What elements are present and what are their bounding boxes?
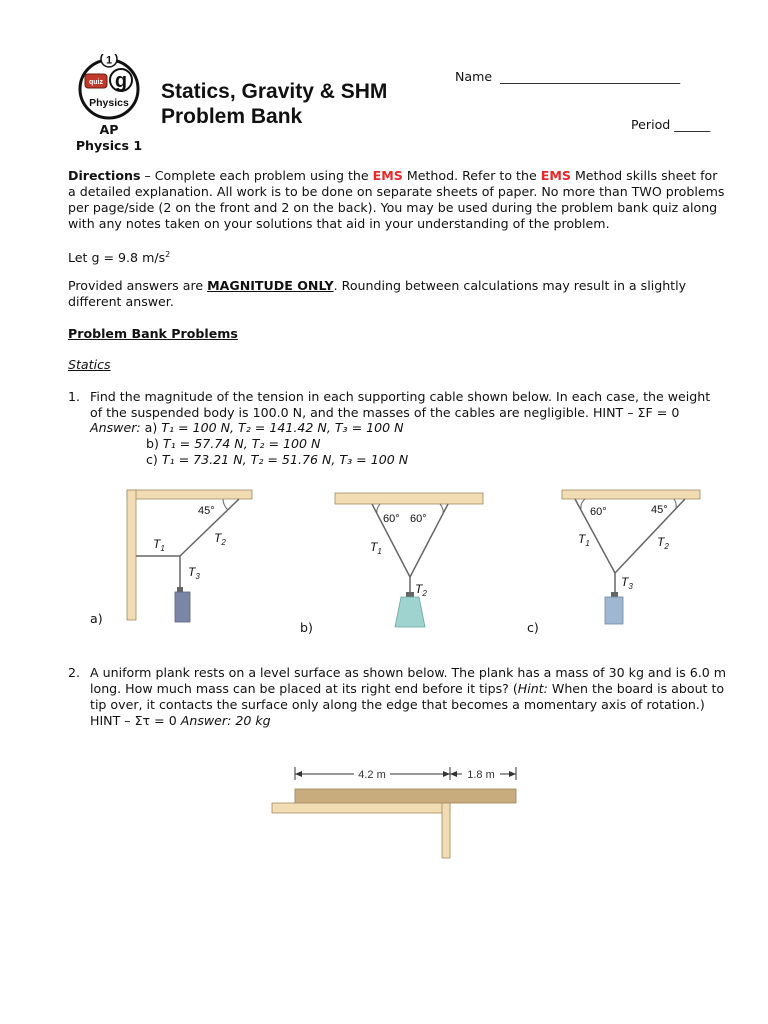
let-g-text: Let g = 9.8 m/s — [68, 250, 166, 266]
answer-label: Answer: — [90, 420, 141, 435]
svg-text:T1 — [578, 532, 590, 548]
figure-b-label: b) — [300, 620, 313, 635]
svg-text:T2 — [415, 582, 427, 598]
angle-right-label: 45° — [651, 504, 668, 516]
subsection-statics: Statics — [68, 357, 111, 372]
problem2-text — [90, 665, 726, 729]
provided-text: . Rounding between calculations may result in a slightly different answer. — [68, 278, 687, 309]
answer-c: T₁ = 73.21 N, T₂ = 51.76 N, T₃ = 100 N — [161, 452, 409, 467]
problem2-answer: Answer: 20 kg — [180, 713, 271, 728]
t3-sub: 3 — [628, 582, 633, 591]
problem1-answer-c — [146, 452, 408, 468]
t2-label: T — [214, 531, 222, 545]
dim-left-label: 4.2 m — [358, 769, 386, 781]
t3-label: T — [621, 575, 629, 589]
svg-text:T3 — [621, 575, 633, 591]
magnitude-only: MAGNITUDE ONLY — [207, 278, 334, 293]
directions-text: – Complete each problem using the — [140, 168, 373, 183]
provided-answers-note — [68, 278, 718, 310]
t3-sub: 3 — [195, 572, 200, 581]
hint-label: Hint: — [517, 681, 548, 696]
svg-text:T1 — [370, 540, 382, 556]
problem2-text-part: When the board is about to tip over, it contacts the surface only along the edge that becomes a momentary axis of rotation.) HINT – Στ = 0 — [90, 681, 725, 728]
svg-text:T3 — [188, 565, 200, 581]
page-title-line2: Problem Bank — [161, 105, 303, 128]
svg-text:T2 — [214, 531, 226, 547]
figure-b — [330, 487, 490, 632]
period-blank[interactable]: ______ — [674, 118, 711, 132]
angle-left-label: 60° — [383, 513, 400, 525]
figure-c — [557, 484, 707, 629]
figure-c-label: c) — [527, 620, 539, 635]
answer-prefix: c) — [146, 452, 162, 467]
t1-sub: 1 — [377, 547, 382, 556]
logo-badge: quiz — [89, 79, 103, 86]
t2-label: T — [657, 535, 665, 549]
answer-prefix: b) — [146, 436, 163, 451]
provided-text: Provided answers are — [68, 278, 208, 293]
ems-highlight: EMS — [540, 168, 571, 183]
answer-b: T₁ = 57.74 N, T₂ = 100 N — [162, 436, 321, 451]
period-label: Period — [631, 117, 671, 132]
answer-a: T₁ = 100 N, T₂ = 141.42 N, T₃ = 100 N — [161, 420, 404, 435]
t1-label: T — [370, 540, 378, 554]
logo — [76, 54, 142, 124]
plank-figure — [268, 760, 528, 860]
section-heading: Problem Bank Problems — [68, 326, 238, 341]
logo-letter: g — [114, 70, 128, 92]
t2-label: T — [415, 582, 423, 596]
ems-highlight: EMS — [372, 168, 403, 183]
angle-label: 45° — [198, 505, 215, 517]
name-label: Name — [455, 69, 493, 84]
t1-sub: 1 — [160, 544, 165, 553]
angle-left-label: 60° — [590, 506, 607, 518]
period-field[interactable] — [631, 117, 710, 133]
problem1-answer-a — [90, 420, 404, 436]
dim-right-label: 1.8 m — [467, 769, 495, 781]
logo-number: 1 — [105, 54, 113, 67]
directions-label: Directions — [68, 168, 141, 183]
problem2-number: 2. — [68, 665, 81, 680]
t2-sub: 2 — [664, 542, 669, 551]
t1-sub: 1 — [585, 539, 590, 548]
svg-text:T1 — [153, 537, 165, 553]
t3-label: T — [188, 565, 196, 579]
t1-label: T — [578, 532, 586, 546]
directions-text: Method. Refer to the — [402, 168, 541, 183]
directions-text: Method skills sheet for a detailed explanation. All work is to be done on separate sheets of paper. No more than TWO problems per page/side (2 on the front and 2 on the back). You may be used during the problem bank quiz along with any notes taken on your solutions that aid in your understanding of the problem. — [68, 168, 725, 231]
name-field[interactable] — [455, 69, 680, 85]
name-blank[interactable]: ______________________________ — [500, 70, 681, 84]
let-g-sup: 2 — [165, 250, 171, 259]
figure-a — [120, 485, 260, 630]
angle-right-label: 60° — [410, 513, 427, 525]
course-line2: Physics 1 — [75, 138, 143, 153]
problem1-answer-b — [146, 436, 320, 452]
figure-a-label: a) — [90, 611, 103, 626]
answer-prefix: a) — [140, 420, 162, 435]
problem1-number: 1. — [68, 389, 81, 404]
directions-paragraph — [68, 168, 726, 232]
problem2-text-part: A uniform plank rests on a level surface as shown below. The plank has a mass of 30 kg and is 6.0 m long. How much mass can be placed at its right end before it tips? ( — [90, 665, 726, 696]
t2-sub: 2 — [422, 589, 427, 598]
t1-label: T — [153, 537, 161, 551]
problem1-text: Find the magnitude of the tension in each supporting cable shown below. In each case, the weight of the suspended body is 100.0 N, and the masses of the cables are negligible. HINT – ΣF = 0 — [90, 389, 711, 420]
page-title-line1: Statics, Gravity & SHM — [161, 80, 388, 103]
course-line1: AP — [99, 122, 119, 137]
let-g — [68, 247, 170, 266]
logo-label: Physics — [89, 97, 129, 109]
svg-text:T2 — [657, 535, 669, 551]
t2-sub: 2 — [221, 538, 226, 547]
